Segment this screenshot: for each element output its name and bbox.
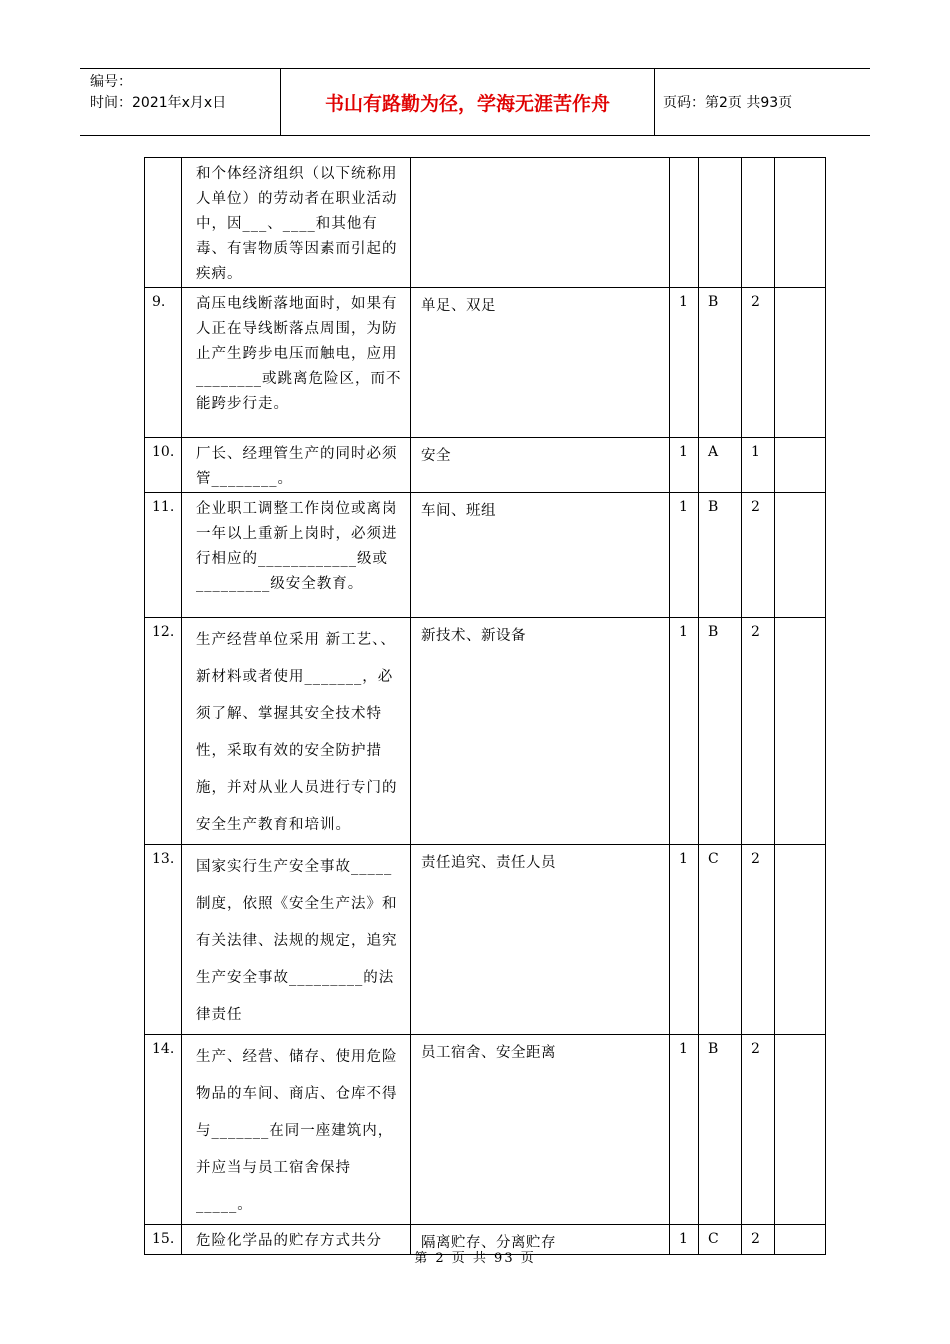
header-motto: 书山有路勤为径，学海无涯苦作舟: [281, 69, 655, 135]
difficulty-cell: A: [699, 438, 742, 493]
difficulty-cell: B: [699, 493, 742, 618]
header-page-number: 页码：第2页 共93页: [663, 95, 793, 111]
score-cell: 1: [670, 845, 699, 1035]
question-text: 生产、经营、储存、使用危险物品的车间、商店、仓库不得与_______在同一座建筑内，并应当与员工宿舍保持_____。: [182, 1035, 411, 1225]
answer-text: [411, 158, 670, 288]
extra-cell: [775, 618, 826, 845]
answer-text: 安全: [411, 438, 670, 493]
extra-cell: [775, 1035, 826, 1225]
table-row: [145, 1035, 826, 1225]
score-cell: 1: [670, 493, 699, 618]
level-cell: 2: [742, 288, 775, 438]
answer-text: 新技术、新设备: [411, 618, 670, 845]
level-cell: 2: [742, 845, 775, 1035]
level-cell: [742, 158, 775, 288]
question-text: 厂长、经理管生产的同时必须管________。: [182, 438, 411, 493]
header-number: 编号：: [90, 74, 132, 90]
table-row: [145, 618, 826, 845]
difficulty-cell: B: [699, 288, 742, 438]
page-footer: 第 2 页 共 93 页: [414, 1251, 536, 1266]
score-cell: 1: [670, 1035, 699, 1225]
table-row: [145, 438, 826, 493]
score-cell: 1: [670, 1225, 699, 1255]
question-text: 危险化学品的贮存方式共分: [182, 1225, 411, 1255]
table-row: [145, 288, 826, 438]
difficulty-cell: B: [699, 1035, 742, 1225]
level-cell: 2: [742, 1225, 775, 1255]
difficulty-cell: [699, 158, 742, 288]
row-number: [145, 158, 182, 288]
row-number: 10.: [145, 438, 182, 493]
question-text: 高压电线断落地面时，如果有人正在导线断落点周围，为防止产生跨步电压而触电，应用________或跳离危险区，而不能跨步行走。: [182, 288, 411, 438]
question-text: 和个体经济组织（以下统称用人单位）的劳动者在职业活动中，因___、____和其他有毒、有害物质等因素而引起的疾病。: [182, 158, 411, 288]
score-cell: 1: [670, 438, 699, 493]
extra-cell: [775, 845, 826, 1035]
header-date: 时间：2021年x月x日: [90, 95, 227, 111]
table-row: [145, 158, 826, 288]
header-info: [80, 69, 281, 135]
answer-text: 员工宿舍、安全距离: [411, 1035, 670, 1225]
row-number: 12.: [145, 618, 182, 845]
row-number: 13.: [145, 845, 182, 1035]
page-header: [80, 68, 870, 136]
answer-text: 责任追究、责任人员: [411, 845, 670, 1035]
question-text: 生产经营单位采用 新工艺、、新材料或者使用_______，必须了解、掌握其安全技术特性，采取有效的安全防护措施，并对从业人员进行专门的安全生产教育和培训。: [182, 618, 411, 845]
level-cell: 1: [742, 438, 775, 493]
difficulty-cell: C: [699, 1225, 742, 1255]
row-number: 15.: [145, 1225, 182, 1255]
level-cell: 2: [742, 1035, 775, 1225]
question-text: 国家实行生产安全事故_____制度，依照《安全生产法》和有关法律、法规的规定，追究生产安全事故_________的法律责任: [182, 845, 411, 1035]
extra-cell: [775, 288, 826, 438]
table-row: [145, 493, 826, 618]
row-number: 11.: [145, 493, 182, 618]
score-cell: 1: [670, 288, 699, 438]
extra-cell: [775, 438, 826, 493]
difficulty-cell: C: [699, 845, 742, 1035]
level-cell: 2: [742, 618, 775, 845]
difficulty-cell: B: [699, 618, 742, 845]
extra-cell: [775, 158, 826, 288]
row-number: 9.: [145, 288, 182, 438]
answer-text: 车间、班组: [411, 493, 670, 618]
answer-text: 隔离贮存、分离贮存: [411, 1225, 670, 1255]
table-row: [145, 845, 826, 1035]
question-table: [144, 157, 826, 1255]
row-number: 14.: [145, 1035, 182, 1225]
answer-text: 单足、双足: [411, 288, 670, 438]
question-text: 企业职工调整工作岗位或离岗一年以上重新上岗时，必须进行相应的____________级或_________级安全教育。: [182, 493, 411, 618]
score-cell: [670, 158, 699, 288]
level-cell: 2: [742, 493, 775, 618]
extra-cell: [775, 493, 826, 618]
score-cell: 1: [670, 618, 699, 845]
